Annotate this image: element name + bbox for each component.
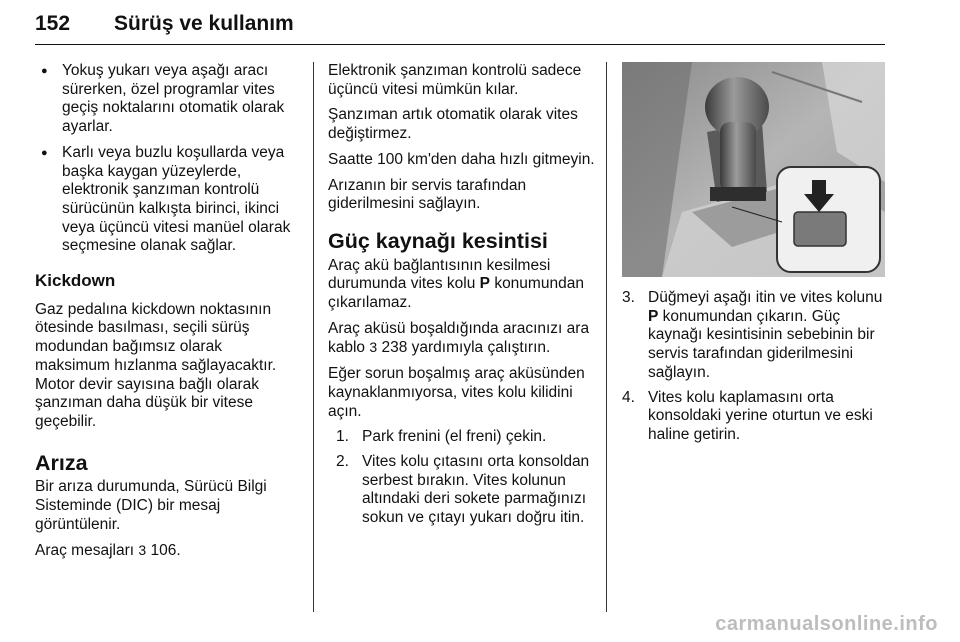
vehicle-messages-paragraph — [35, 541, 300, 561]
jump-start-paragraph — [328, 320, 596, 358]
column-right — [622, 289, 890, 451]
unlock-paragraph: Eğer sorun boşalmış araç aküsünden kaynaklanmıyorsa, vites kolu kilidini açın. — [328, 365, 585, 420]
power-outage-heading: Güç kaynağı kesintisi — [328, 228, 548, 253]
column-divider — [606, 62, 607, 612]
column-left — [35, 62, 300, 568]
text-span: Araç akü bağlantısının kesilmesi durumunda vites kolu — [328, 256, 551, 293]
fault-heading: Arıza — [35, 450, 88, 475]
text-span: konumundan çıkarılamaz. — [328, 275, 584, 312]
vehicle-messages-text: Araç mesajları — [35, 542, 135, 560]
page-number: 152 — [35, 12, 71, 35]
step-text: Vites kolu çıtasını orta konsoldan serbest bırakın. Vites kolunun altındaki deri sokete parmağınızı sokun ve çıtayı yukarı doğru itin. — [362, 452, 590, 527]
step-number: 2. — [336, 452, 349, 470]
text-span: Araç aküsü boşaldığında aracınızı ara kablo — [328, 319, 590, 357]
step-item — [622, 289, 890, 383]
step-text: Düğmeyi aşağı itin ve vites kolunu — [648, 289, 883, 306]
paragraph: Elektronik şanzıman kontrolü sadece üçüncü vitesi mümkün kılar. — [328, 62, 582, 98]
step-text: Vites kolu kaplamasını orta konsoldaki yerine oturtun ve eski haline getirin. — [648, 388, 873, 443]
step-number: 4. — [622, 388, 635, 406]
column-middle — [328, 62, 596, 534]
bullet-item: ● Karlı veya buzlu koşullarda veya başka kaygan yüzeylerde, elektronik şanzıman kontrolü sürücünün kalkışta birinci, ikinci veya üçüncü vitesi manüel olarak seçmesine olanak sağlar. — [35, 144, 300, 256]
kickdown-heading: Kickdown — [35, 271, 116, 291]
vehicle-messages-link[interactable]: 106. — [150, 542, 181, 560]
paragraph: Saatte 100 km'den daha hızlı gitmeyin. — [328, 150, 595, 168]
bullet-item: ● Yokuş yukarı veya aşağı aracı sürerken, özel programlar vites geçiş noktalarını otomatik olarak ayarlar. — [35, 62, 300, 137]
paragraph: Arızanın bir servis tarafından giderilmesini sağlayın. — [328, 176, 527, 213]
fault-paragraph: Bir arıza durumunda, Sürücü Bilgi Sisteminde (DIC) bir mesaj görüntülenir. — [35, 478, 267, 533]
page-ref-icon: 3 — [138, 542, 147, 559]
kickdown-paragraph: Gaz pedalına kickdown noktasının ötesinde basılması, seçili sürüş modundan bağımsız olarak maksimum hızlanma sağlayacaktır. Motor devir sayısına bağlı olarak şanzıman daha düşük bir vitese geçebilir. — [35, 300, 277, 430]
page-header — [35, 10, 885, 45]
jump-start-link[interactable]: 238 yardımıyla çalıştırın. — [381, 339, 551, 357]
step-item — [336, 453, 596, 528]
page-title: Sürüş ve kullanım — [114, 12, 294, 35]
step-text: Park frenini (el freni) çekin. — [362, 428, 547, 446]
paragraph: Şanzıman artık otomatik olarak vites değiştirmez. — [328, 106, 578, 143]
page-ref-icon: 3 — [369, 339, 378, 356]
step-item — [622, 389, 890, 445]
step-number: 3. — [622, 289, 635, 306]
step-text: konumundan çıkarın. Güç kaynağı kesintisinin sebebinin bir servis tarafından giderilmesini sağlayın. — [648, 307, 875, 381]
battery-disconnect-paragraph — [328, 257, 596, 313]
column-divider — [313, 62, 314, 612]
watermark: carmanualsonline.info — [715, 613, 938, 635]
gear-p-label: P — [479, 275, 490, 293]
step-number: 1. — [336, 428, 349, 446]
gear-lever-illustration — [622, 62, 885, 277]
gear-p-label: P — [648, 307, 659, 325]
step-item — [336, 428, 596, 447]
